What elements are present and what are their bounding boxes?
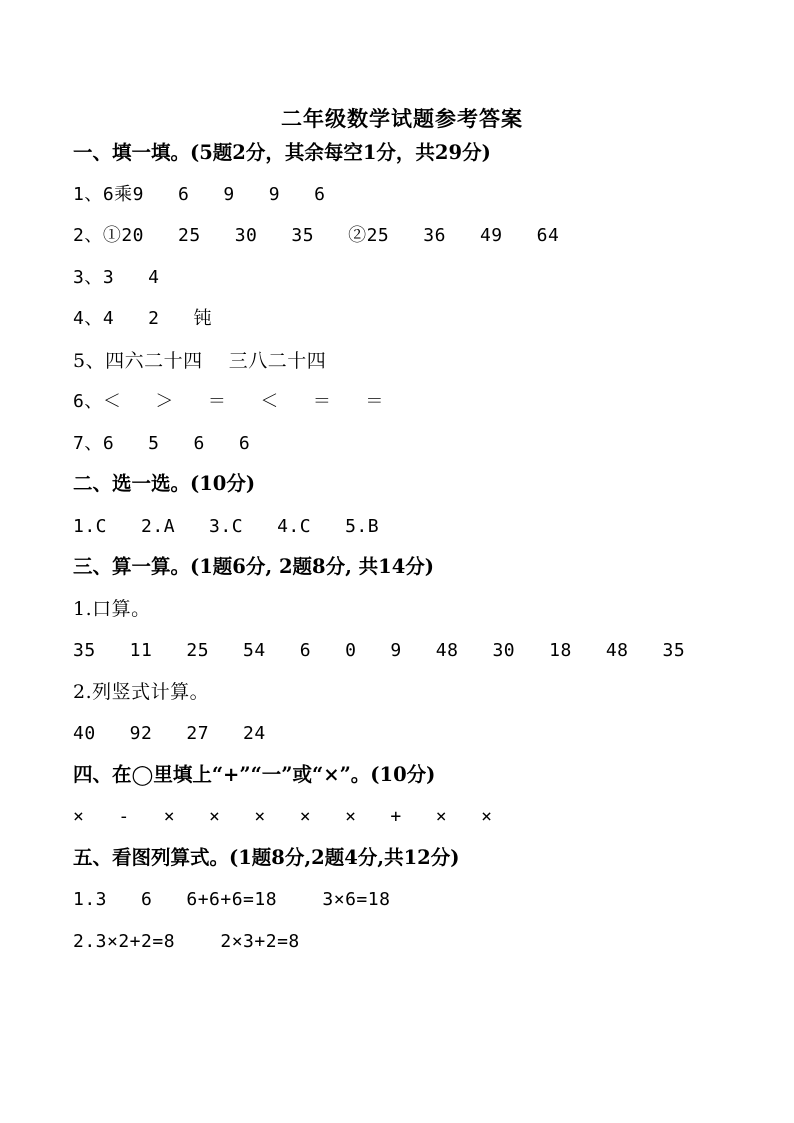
section-5-heading: 五、看图列算式。(1题8分,2题4分,共12分): [73, 846, 460, 869]
section-1-heading: 一、填一填。(5题2分，其余每空1分，共29分): [73, 141, 491, 164]
section-4-heading: 四、在◯里填上“+”“一”或“×”。(10分): [73, 763, 436, 786]
section-3-answer-2: 35 11 25 54 6 0 9 48 30 18 48 35: [73, 640, 686, 661]
section-2-answer-1: 1.C 2.A 3.C 4.C 5.B: [73, 516, 380, 537]
section-1-answer-6: 6、＜ ＞ ＝ ＜ ＝ ＝: [73, 391, 384, 412]
section-1-answer-2: 2、①20 25 30 35 ②25 36 49 64: [73, 225, 560, 246]
section-3-answer-4: 40 92 27 24: [73, 723, 266, 744]
section-5-answer-1: 1.3 6 6+6+6=18 3×6=18: [73, 889, 391, 910]
section-1-answer-5: 5、四六二十四 三八二十四: [73, 350, 327, 372]
section-4-answer-1: × - × × × × × + × ×: [73, 806, 493, 827]
section-1-answer-3: 3、3 4: [73, 267, 160, 288]
section-1-answer-4: 4、4 2 钝: [73, 308, 213, 329]
section-2-heading: 二、选一选。(10分): [73, 472, 256, 495]
section-5-answer-2: 2.3×2+2=8 2×3+2=8: [73, 931, 300, 952]
section-3-heading: 三、算一算。(1题6分, 2题8分, 共14分): [73, 555, 435, 578]
section-3-answer-3: 2.列竖式计算。: [73, 681, 210, 703]
page-title: 二年级数学试题参考答案: [281, 106, 523, 131]
section-1-answer-1: 1、6乘9 6 9 9 6: [73, 184, 326, 205]
section-3-answer-1: 1.口算。: [73, 598, 151, 620]
section-1-answer-7: 7、6 5 6 6: [73, 433, 251, 454]
